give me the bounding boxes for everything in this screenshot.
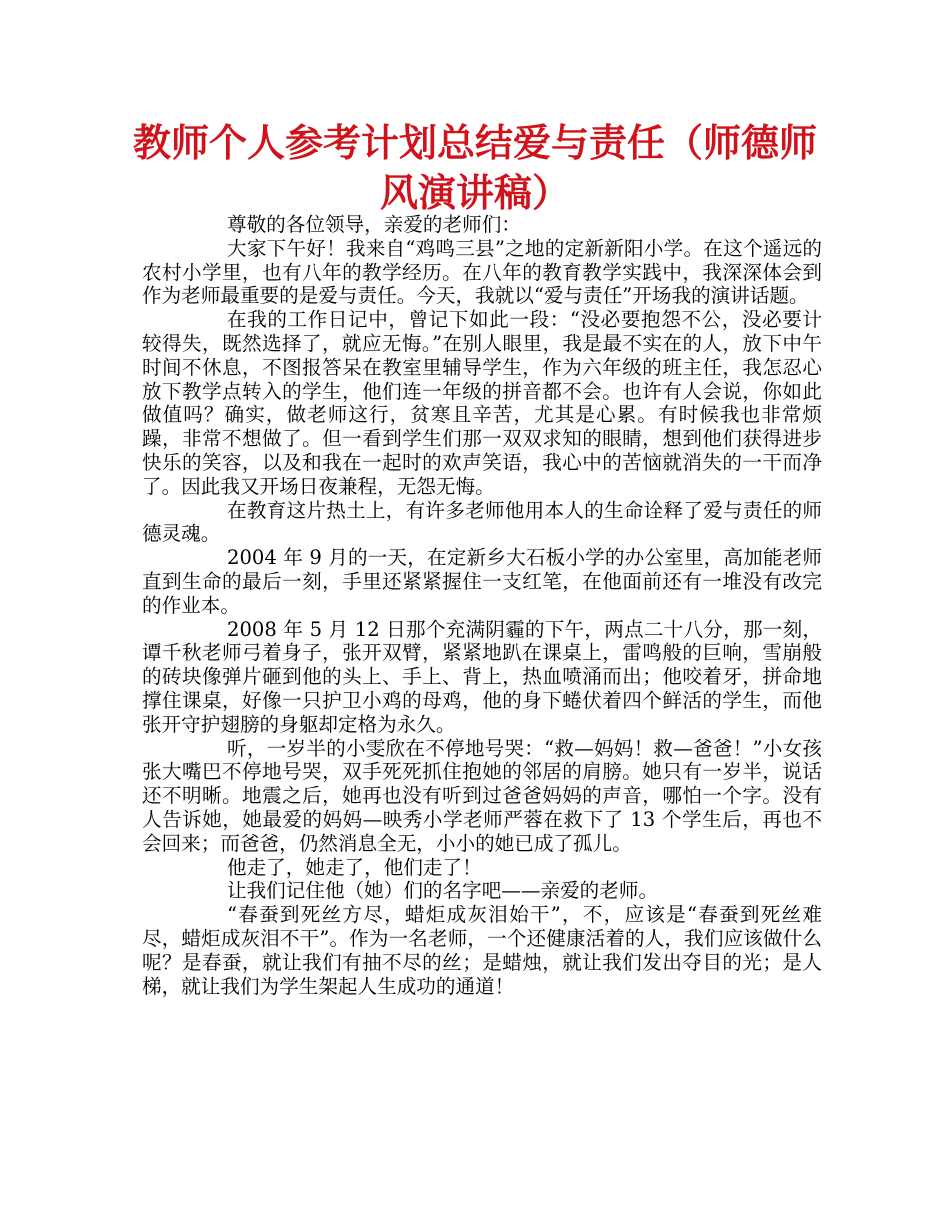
paragraph-greeting: 尊敬的各位领导，亲爱的老师们： xyxy=(227,213,521,236)
paragraph-listen: 听，一岁半的小雯欣在不停地号哭：“救—妈妈！救—爸爸！”小女孩张大嘴巴不停地号哭，双手死死抓住抱她的邻居的肩膀。她只有一岁半，说话还不明晰。地震之后，她再也没有听到过爸爸妈妈的声音，哪怕一个字。没有人告诉她，她最爱的妈妈—映秀小学老师严蓉在救下了 13 个学生后，再也不会回来；而爸爸，仍然消息全无，小小的她已成了孤儿。 xyxy=(142,736,822,855)
paragraph-intro: 大家下午好！我来自“鸡鸣三县”之地的定新新阳小学。在这个遥远的农村小学里，也有八年的教学经历。在八年的教育教学实践中，我深深体会到作为老师最重要的是爱与责任。今天，我就以“爱与责任”开场我的演讲话题。 xyxy=(142,236,822,308)
document-title: 教师个人参考计划总结爱与责任（师德师风演讲稿） xyxy=(132,121,817,215)
paragraph-diary: 在我的工作日记中，曾记下如此一段：“没必要抱怨不公，没必要计较得失，既然选择了，就应无悔。”在别人眼里，我是最不实在的人，放下中午时间不休息，不图报答呆在教室里辅导学生，作为六年级的班主任，我怎忍心放下教学点转入的学生，他们连一年级的拼音都不会。也许有人会说，你如此做值吗？确实，做老师这行，贫寒且辛苦，尤其是心累。有时候我也非常烦躁，非常不想做了。但一看到学生们那一双双求知的眼睛，想到他们获得进步快乐的笑容，以及和我在一起时的欢声笑语，我心中的苦恼就消失的一干而净了。因此我又开场日夜兼程，无怨无悔。 xyxy=(142,308,822,498)
paragraph-2008: 2008 年 5 月 12 日那个充满阴霾的下午，两点二十八分，那一刻，谭千秋老师弓着身子，张开双臂，紧紧地趴在课桌上，雷鸣般的巨响，雪崩般的砖块像弹片砸到他的头上、手上、背上，热血喷涌而出；他咬着牙，拼命地撑住课桌，好像一只护卫小鸡的母鸡，他的身下蜷伏着四个鲜活的学生，而他张开守护翅膀的身躯却定格为永久。 xyxy=(142,617,822,736)
document-body xyxy=(142,213,822,998)
paragraph-remember: 让我们记住他（她）们的名字吧——亲爱的老师。 xyxy=(227,879,659,903)
paragraph-2004: 2004 年 9 月的一天，在定新乡大石板小学的办公室里，高加能老师直到生命的最后一刻，手里还紧紧握住一支红笔，在他面前还有一堆没有改完的作业本。 xyxy=(142,546,822,617)
paragraph-closing: “春蚕到死丝方尽，蜡炬成灰泪始干”，不，应该是“春蚕到死丝难尽，蜡炬成灰泪不干”。作为一名老师，一个还健康活着的人，我们应该做什么呢？是春蚕，就让我们有抽不尽的丝；是蜡烛，就让我们发出夺目的光；是人梯，就让我们为学生架起人生成功的通道！ xyxy=(142,903,822,998)
paragraph-gone: 他走了，她走了，他们走了！ xyxy=(227,855,482,879)
paragraph-teachers: 在教育这片热土上，有许多老师他用本人的生命诠释了爱与责任的师德灵魂。 xyxy=(142,498,822,546)
